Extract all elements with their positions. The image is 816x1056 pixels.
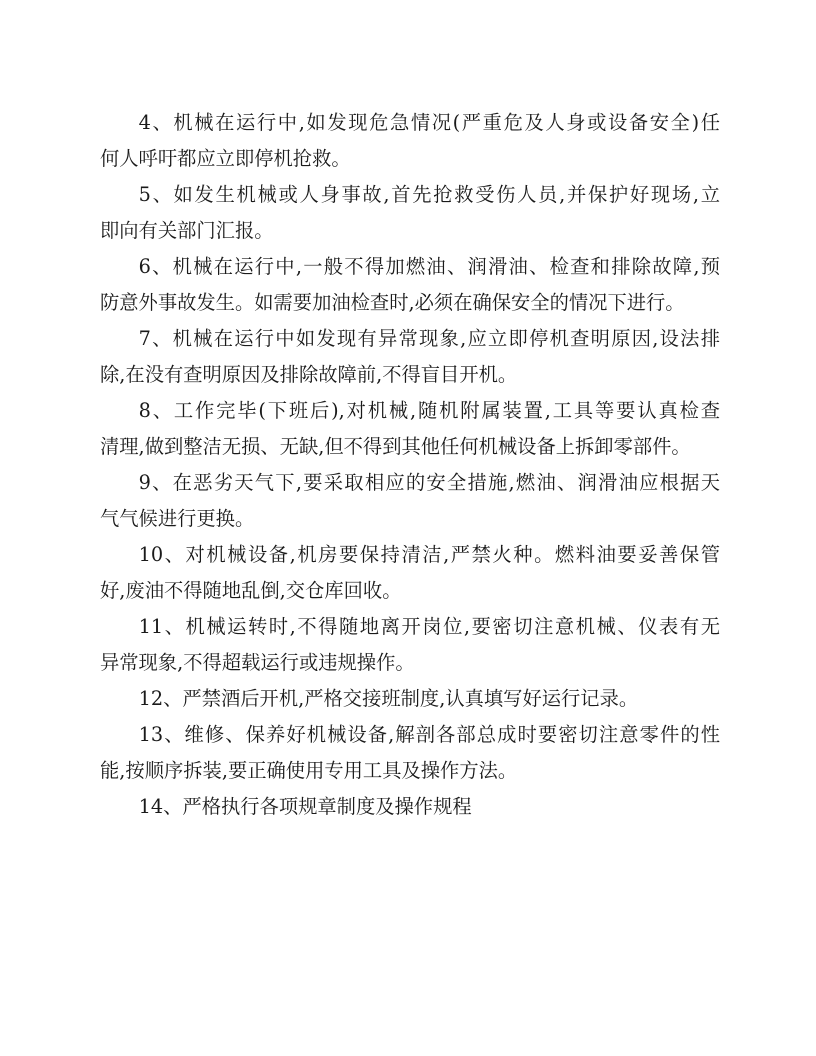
paragraph-line: 何人呼吁都应立即停机抢救。 [100,147,351,170]
paragraph-8 [100,393,720,465]
paragraph-line: 8、工作完毕(下班后),对机械,随机附属装置,工具等要认真检查 [138,399,720,422]
paragraph-line: 气气候进行更换。 [100,507,255,530]
paragraph-line: 4、机械在运行中,如发现危急情况(严重危及人身或设备安全)任 [138,111,720,134]
paragraph-4 [100,105,720,177]
paragraph-line: 能,按顺序拆装,要正确使用专用工具及操作方法。 [100,759,518,782]
paragraph-7 [100,321,720,393]
paragraph-line: 7、机械在运行中如发现有异常现象,应立即停机查明原因,设法排 [138,327,720,350]
paragraph-line: 防意外事故发生。如需要加油检查时,必须在确保安全的情况下进行。 [100,291,685,314]
paragraph-line: 异常现象,不得超载运行或违规操作。 [100,651,415,674]
paragraph-9 [100,465,720,537]
paragraph-11 [100,609,720,681]
paragraph-10 [100,537,720,609]
paragraph-line: 11、机械运转时,不得随地离开岗位,要密切注意机械、仪表有无 [138,615,720,638]
paragraph-line: 13、维修、保养好机械设备,解剖各部总成时要密切注意零件的性 [138,723,720,746]
paragraph-line: 10、对机械设备,机房要保持清洁,严禁火种。燃料油要妥善保管 [138,543,720,566]
paragraph-6 [100,249,720,321]
paragraph-line: 14、严格执行各项规章制度及操作规程 [138,795,472,818]
paragraph-line: 5、如发生机械或人身事故,首先抢救受伤人员,并保护好现场,立 [138,183,720,206]
document-body [100,105,720,825]
paragraph-line: 12、严禁酒后开机,严格交接班制度,认真填写好运行记录。 [138,687,639,710]
paragraph-line: 除,在没有查明原因及排除故障前,不得盲目开机。 [100,363,518,386]
paragraph-line: 即向有关部门汇报。 [100,219,274,242]
paragraph-line: 6、机械在运行中,一般不得加燃油、润滑油、检查和排除故障,预 [138,255,720,278]
paragraph-13 [100,717,720,789]
paragraph-5 [100,177,720,249]
paragraph-line: 9、在恶劣天气下,要采取相应的安全措施,燃油、润滑油应根据天 [138,471,720,494]
paragraph-line: 清理,做到整洁无损、无缺,但不得到其他任何机械设备上拆卸零部件。 [100,435,691,458]
paragraph-12 [100,681,720,717]
paragraph-line: 好,废油不得随地乱倒,交仓库回收。 [100,579,402,602]
paragraph-14 [100,789,720,825]
